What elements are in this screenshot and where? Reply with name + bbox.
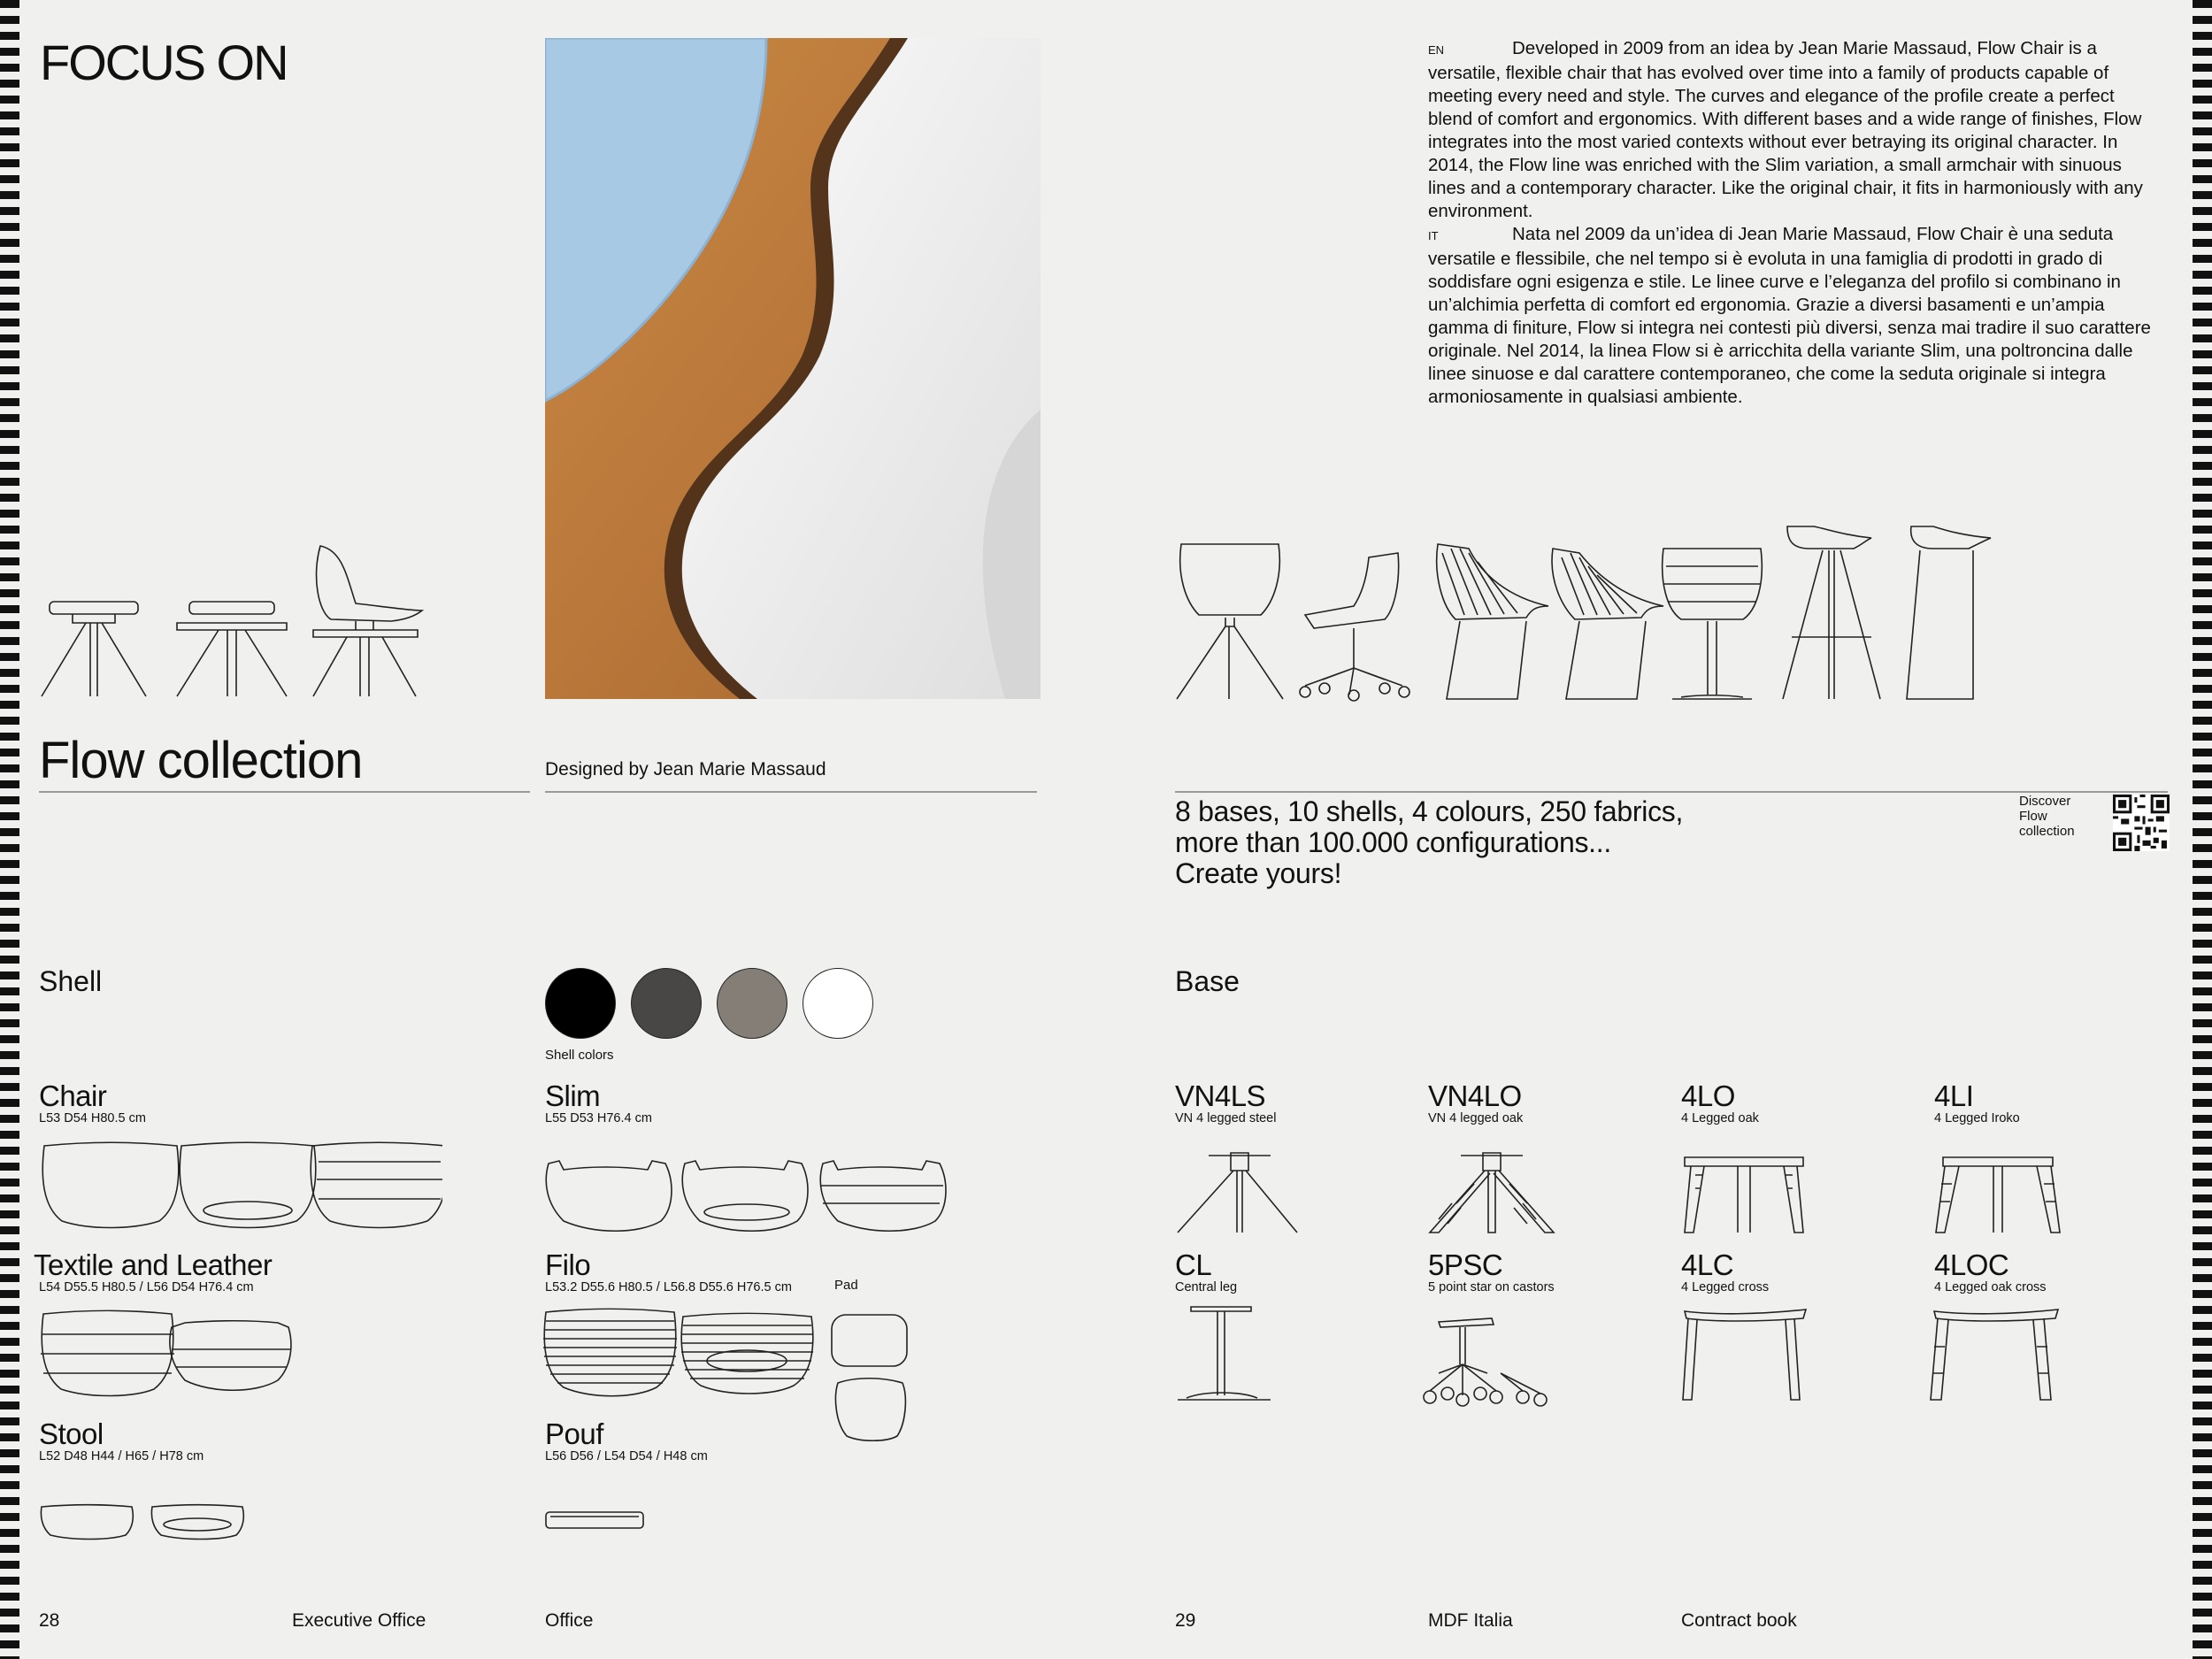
base-item-4lc [1681,1250,1769,1294]
base-item-vn4ls [1175,1081,1276,1125]
base-desc: VN 4 legged oak [1428,1111,1524,1125]
base-item-vn4lo [1428,1081,1523,1125]
base-item-4loc [1934,1250,2047,1294]
discover-link[interactable] [2019,794,2075,839]
rule-mid [545,791,1037,793]
base-desc: 5 point star on castors [1428,1280,1555,1294]
discover-line-2: Flow [2019,809,2047,824]
base-item-4li [1934,1081,2020,1125]
qr-code-icon[interactable] [2113,795,2170,851]
stool-shell-drawings [37,1500,258,1544]
swatch-white[interactable] [803,968,873,1039]
left-edge-pattern [0,0,19,1659]
headline-line-1: 8 bases, 10 shells, 4 colours, 250 fabrics, [1175,795,1684,827]
description-en: Developed in 2009 from an idea by Jean Marie Massaud, Flow Chair is a versatile, flexible chair that has evolved over time into a family of products capable of meeting every need and style. The curves and elegance of the profile create a perfect blend of comfort and ergonomics. With different bases and a wide range of finishes, Flow integrates into the most varied contexts without ever betraying its original character. In 2014, the Flow line was enriched with the Slim variation, a small armchair with sinuous lines and a contemporary character. Like the original chair, it fits in harmoniously with any environment. [1428,38,2143,221]
shell-name: Filo [545,1248,591,1281]
headline-line-2: more than 100.000 configurations... [1175,826,1611,858]
base-code: 4LO [1681,1079,1735,1112]
base-code: 4LOC [1934,1248,2009,1281]
shell-dims: L54 D55.5 H80.5 / L56 D54 H76.4 cm [39,1280,254,1294]
collection-title: Flow collection [39,732,363,789]
page-title: FOCUS ON [40,35,288,90]
pad-label: Pad [834,1278,858,1293]
designer-credit: Designed by Jean Marie Massaud [545,759,826,780]
base-title: Base [1175,965,1240,997]
footer-section-mid: Office [545,1610,594,1631]
lang-tag-en: EN [1428,43,1445,57]
shell-dims: L56 D56 / L54 D54 / H48 cm [545,1449,708,1463]
shell-color-swatches [545,968,873,1039]
discover-line-1: Discover [2019,794,2071,809]
shell-item-stool [39,1419,204,1463]
right-edge-pattern [2193,0,2212,1659]
base-drawings-row-2 [1173,1302,2067,1409]
textile-leather-drawings [39,1310,304,1402]
shell-title: Shell [39,965,103,997]
lang-tag-it: IT [1428,229,1439,242]
base-desc: 4 Legged oak [1681,1111,1759,1125]
discover-line-3: collection [2019,824,2075,839]
pouf-drawing [543,1508,649,1534]
base-code: 4LC [1681,1248,1734,1281]
base-item-4lo [1681,1081,1759,1125]
base-code: 5PSC [1428,1248,1503,1281]
collection-headline [1175,796,1683,889]
swatch-dark-grey[interactable] [631,968,702,1039]
base-desc: 4 Legged oak cross [1934,1280,2047,1294]
description-block [1428,37,2162,409]
shell-item-chair [39,1081,146,1125]
shell-item-textile-leather [34,1250,272,1294]
base-drawings-row-1 [1173,1148,2067,1237]
shell-item-slim [545,1081,652,1125]
footer-book: Contract book [1681,1610,1797,1631]
swatch-taupe[interactable] [717,968,787,1039]
base-code: VN4LS [1175,1079,1266,1112]
base-desc: 4 Legged cross [1681,1280,1770,1294]
page-number-right: 29 [1175,1610,1196,1631]
footer-brand: MDF Italia [1428,1610,1513,1631]
base-code: CL [1175,1248,1212,1281]
rule-left [39,791,530,793]
slim-shell-drawings [541,1150,949,1239]
base-code: VN4LO [1428,1079,1522,1112]
base-desc: 4 Legged Iroko [1934,1111,2020,1125]
base-item-5psc [1428,1250,1555,1294]
swatch-black[interactable] [545,968,616,1039]
shell-dims: L55 D53 H76.4 cm [545,1111,652,1125]
base-desc: Central leg [1175,1280,1238,1294]
shell-dims: L53 D54 H80.5 cm [39,1111,146,1125]
headline-line-3: Create yours! [1175,857,1342,889]
stool-line-drawings [37,541,426,701]
shell-colors-label: Shell colors [545,1048,614,1063]
shell-dims: L52 D48 H44 / H65 / H78 cm [39,1449,204,1463]
chair-photo [545,38,1041,699]
rule-right [1175,791,2168,793]
page-number-left: 28 [39,1610,60,1631]
collection-chairs-line-drawings [1172,522,2013,703]
base-desc: VN 4 legged steel [1175,1111,1277,1125]
description-it: Nata nel 2009 da un’idea di Jean Marie Massaud, Flow Chair è una seduta versatile e flessibile, che nel tempo si è evoluta in una famiglia di prodotti in grado di soddisfare ogni esigenza e stile. Le linee curve e l’eleganza del profilo si combinano in un’alchimia perfetta di comfort ed ergonomia. Grazie a diversi basamenti e un’ampia gamma di finiture, Flow si integra nei contesti più diversi, senza mai tradire il suo carattere originale. Nel 2014, la linea Flow si è arricchita della variante Slim, una poltroncina dalle linee sinuose e dal carattere contemporaneo, che come la seduta originale si integra armoniosamente in qualsiasi ambiente. [1428,224,2151,407]
footer-section-left: Executive Office [292,1610,426,1631]
shell-item-pouf [545,1419,708,1463]
base-item-cl [1175,1250,1237,1294]
shell-name: Textile and Leather [34,1248,273,1281]
shell-name: Chair [39,1079,107,1112]
shell-name: Slim [545,1079,601,1112]
shell-dims: L53.2 D55.6 H80.5 / L56.8 D55.6 H76.5 cm [545,1280,792,1294]
shell-item-filo [545,1250,792,1294]
base-code: 4LI [1934,1079,1974,1112]
chair-shell-drawings [35,1137,442,1234]
shell-name: Stool [39,1417,104,1450]
shell-name: Pouf [545,1417,603,1450]
